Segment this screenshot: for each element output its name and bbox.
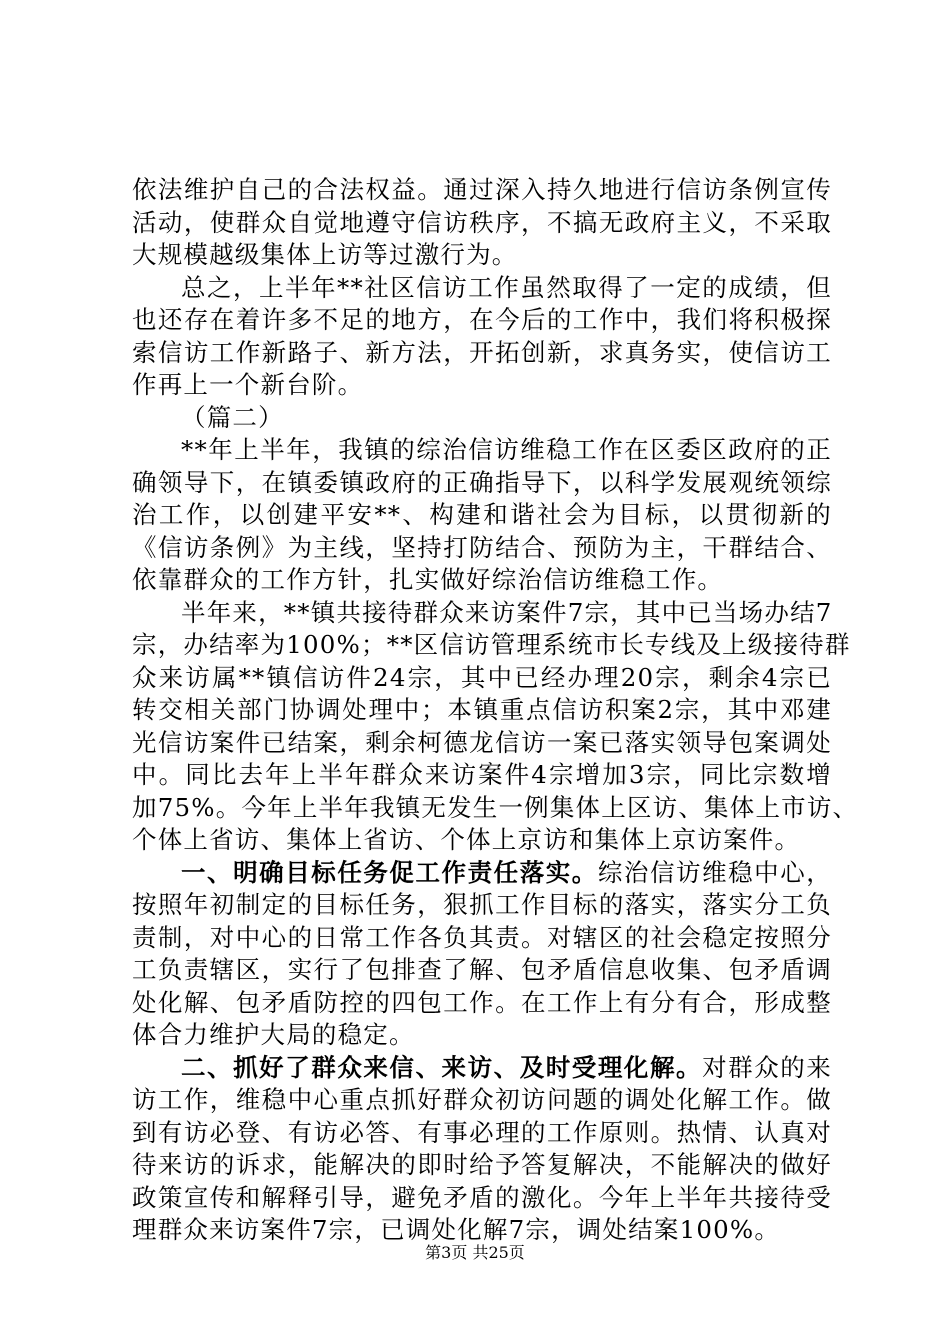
line-text: **年上半年，我镇的综治信访维稳工作在区委区政府的正 (181, 435, 832, 464)
text-line (132, 499, 832, 532)
line-text: 按照年初制定的目标任务，狠抓工作目标的落实，落实分工负 (132, 890, 832, 919)
line-text: 依靠群众的工作方针，扎实做好综治信访维稳工作。 (132, 565, 724, 594)
text-line (132, 987, 832, 1020)
page-footer: 第3页 共25页 (425, 1243, 525, 1262)
text-line (132, 1117, 832, 1150)
text-line (132, 1052, 832, 1085)
line-text: 待来访的诉求，能解决的即时给予答复解决，不能解决的做好 (132, 1150, 832, 1179)
line-text: 中。同比去年上半年群众来访案件4宗增加3宗，同比宗数增 (132, 760, 832, 789)
line-text: 体合力维护大局的稳定。 (132, 1020, 415, 1049)
line-text: 对群众的来 (702, 1052, 833, 1082)
text-line (132, 857, 832, 890)
text-line (132, 954, 832, 987)
line-text: 理群众来访案件7宗，已调处化解7宗，调处结案100%。 (132, 1215, 781, 1244)
text-line (132, 1149, 832, 1182)
text-line (132, 174, 832, 207)
line-text: 政策宣传和解释引导，避免矛盾的激化。今年上半年共接待受 (132, 1182, 832, 1212)
line-text: 工负责辖区，实行了包排查了解、包矛盾信息收集、包矛盾调 (132, 955, 832, 984)
line-text: 宗，办结率为100%；**区信访管理系统市长专线及上级接待群 (132, 630, 851, 659)
text-line (132, 239, 832, 272)
text-line (132, 1214, 832, 1247)
line-text: 综治信访维稳中心， (597, 857, 832, 887)
text-line (132, 824, 832, 857)
line-text: 加75%。今年上半年我镇无发生一例集体上区访、集体上市访、 (132, 792, 859, 822)
text-line (132, 597, 832, 630)
document-body (132, 174, 859, 1247)
text-line (132, 1019, 832, 1052)
line-text: 《信访条例》为主线，坚持打防结合、预防为主，干群结合、 (132, 532, 832, 562)
line-text: 依法维护自己的合法权益。通过深入持久地进行信访条例宣传 (132, 175, 832, 204)
text-line (132, 304, 832, 337)
text-line (132, 337, 832, 370)
section-heading: 二、抓好了群众来信、来访、及时受理化解。 (181, 1052, 703, 1082)
text-line (132, 207, 832, 240)
line-text: 治工作，以创建平安**、构建和谐社会为目标，以贯彻新的 (132, 500, 832, 529)
text-line (132, 434, 832, 467)
line-text: 光信访案件已结案，剩余柯德龙信访一案已落实领导包案调处 (132, 727, 832, 757)
text-line (132, 662, 832, 695)
line-text: 总之，上半年**社区信访工作虽然取得了一定的成绩，但 (181, 272, 832, 302)
line-text: 处化解、包矛盾防控的四包工作。在工作上有分有合，形成整 (132, 987, 832, 1017)
text-line (132, 694, 832, 727)
text-line (132, 1182, 832, 1215)
line-text: 大规模越级集体上访等过激行为。 (132, 240, 518, 269)
line-text: 半年来，**镇共接待群众来访案件7宗，其中已当场办结7 (181, 597, 833, 627)
text-line (132, 564, 832, 597)
line-text: 也还存在着许多不足的地方，在今后的工作中，我们将积极探 (132, 305, 832, 334)
line-text: （篇二） (181, 402, 284, 432)
text-line (132, 629, 851, 662)
text-line (132, 759, 832, 792)
line-text: 访工作，维稳中心重点抓好群众初访问题的调处化解工作。做 (132, 1085, 832, 1114)
text-line (132, 467, 832, 500)
line-text: 转交相关部门协调处理中；本镇重点信访积案2宗，其中邓建 (132, 695, 832, 724)
line-text: 索信访工作新路子、新方法，开拓创新，求真务实，使信访工 (132, 337, 832, 367)
text-line (132, 402, 832, 435)
line-text: 责制，对中心的日常工作各负其责。对辖区的社会稳定按照分 (132, 922, 832, 952)
text-line (132, 532, 832, 565)
line-text: 众来访属**镇信访件24宗，其中已经办理20宗，剩余4宗已 (132, 662, 832, 692)
text-line (132, 922, 832, 955)
text-line (132, 272, 832, 305)
line-text: 活动，使群众自觉地遵守信访秩序，不搞无政府主义，不采取 (132, 207, 832, 237)
text-line (132, 369, 832, 402)
line-text: 个体上省访、集体上省访、个体上京访和集体上京访案件。 (132, 825, 801, 854)
section-heading: 一、明确目标任务促工作责任落实。 (181, 857, 598, 887)
line-text: 作再上一个新台阶。 (132, 370, 364, 399)
text-line (132, 727, 832, 760)
line-text: 确领导下，在镇委镇政府的正确指导下，以科学发展观统领综 (132, 467, 832, 497)
text-line (132, 889, 832, 922)
text-line (132, 1084, 832, 1117)
line-text: 到有访必登、有访必答、有事必理的工作原则。热情、认真对 (132, 1117, 832, 1147)
text-line (132, 792, 859, 825)
